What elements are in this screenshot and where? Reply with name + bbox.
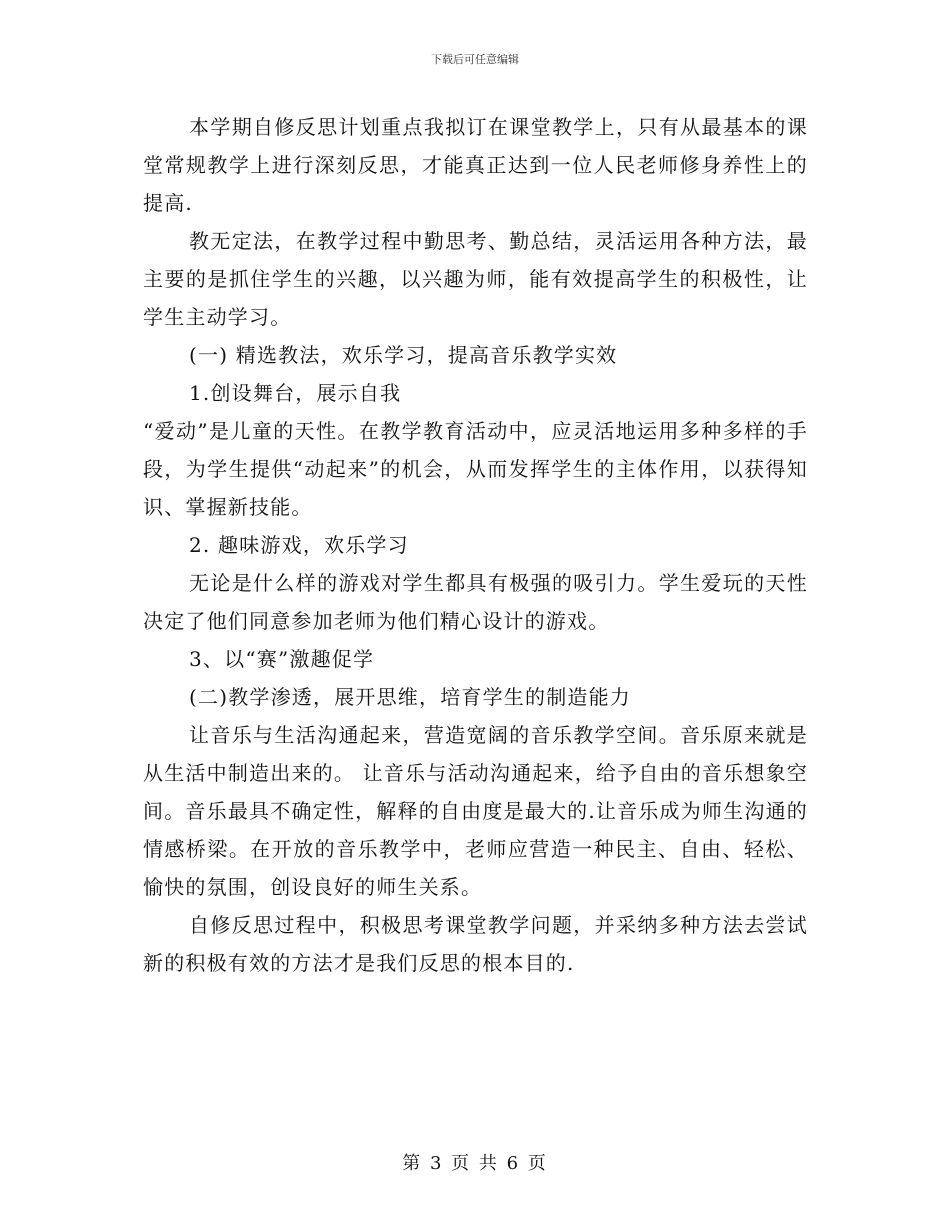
page-header-note: 下载后可任意编辑 <box>431 53 519 66</box>
paragraph-teaching-method: 教无定法，在教学过程中勤思考、勤总结，灵活运用各种方法，最主要的是抓住学生的兴趣，以兴趣为师，能有效提高学生的积极性，让学生主动学习。 <box>143 229 808 329</box>
subheading-fun-games: 2. 趣味游戏，欢乐学习 <box>189 533 409 557</box>
paragraph-conclusion: 自修反思过程中，积极思考课堂教学问题，并采纳多种方法去尝试新的积极有效的方法才是我们反思的根本目的. <box>143 913 808 975</box>
paragraph-intro: 本学期自修反思计划重点我拟订在课堂教学上，只有从最基本的课堂常规教学上进行深刻反思，才能真正达到一位人民老师修身养性上的提高. <box>143 115 808 215</box>
subheading-competition: 3、以“赛”激趣促学 <box>189 647 375 671</box>
page-number-footer: 第 3 页 共 6 页 <box>402 1153 548 1174</box>
paragraph-games: 无论是什么样的游戏对学生都具有极强的吸引力。学生爱玩的天性决定了他们同意参加老师为他们精心设计的游戏。 <box>143 571 808 633</box>
paragraph-love-movement: “爱动”是儿童的天性。在教学教育活动中，应灵活地运用多种多样的手段，为学生提供“动起来”的机会，从而发挥学生的主体作用，以获得知识、掌握新技能。 <box>143 419 808 519</box>
section-heading-one: (一) 精选教法，欢乐学习，提高音乐教学实效 <box>189 343 618 367</box>
document-body <box>143 108 808 982</box>
subheading-create-stage: 1.创设舞台，展示自我 <box>189 381 402 405</box>
section-heading-two: (二)教学渗透，展开思维，培育学生的制造能力 <box>189 685 632 709</box>
paragraph-music-life: 让音乐与生活沟通起来，营造宽阔的音乐教学空间。音乐原来就是从生活中制造出来的。 让音乐与活动沟通起来，给予自由的音乐想象空间。音乐最具不确定性，解释的自由度是最大的.让音乐成为师生沟通的情感桥梁。在开放的音乐教学中，老师应营造一种民主、自由、轻松、愉快的氛围，创设良好的师生关系。 <box>143 723 808 899</box>
